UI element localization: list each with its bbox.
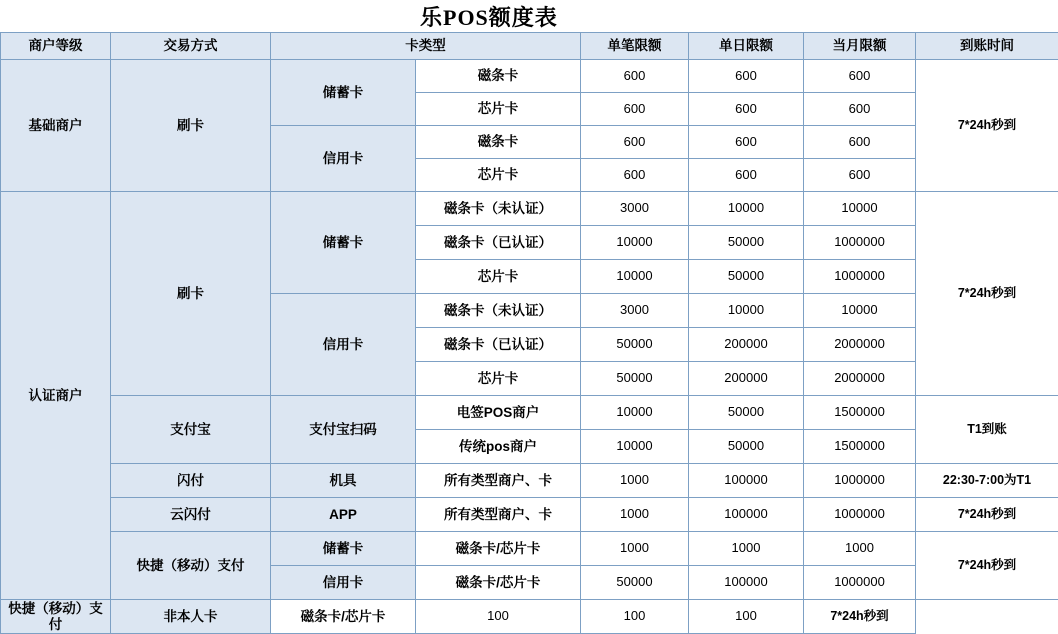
cell-card-type: 所有类型商户、卡 — [416, 464, 581, 498]
cell-merchant-level: 基础商户 — [1, 60, 111, 192]
cell-daily-limit: 50000 — [689, 260, 804, 294]
cell-card-group: 非本人卡 — [111, 600, 271, 634]
cell-card-type: 传统pos商户 — [416, 430, 581, 464]
cell-card-group: 信用卡 — [271, 126, 416, 192]
cell-single-limit: 600 — [581, 60, 689, 93]
cell-card-type: 磁条卡（已认证） — [416, 226, 581, 260]
cell-daily-limit: 50000 — [689, 226, 804, 260]
cell-card-type: 所有类型商户、卡 — [416, 498, 581, 532]
cell-transaction-method: 快捷（移动）支付 — [1, 600, 111, 634]
cell-monthly-limit: 10000 — [804, 192, 916, 226]
cell-monthly-limit: 1500000 — [804, 396, 916, 430]
cell-card-type: 磁条卡/芯片卡 — [416, 566, 581, 600]
cell-card-type: 芯片卡 — [416, 93, 581, 126]
cell-daily-limit: 200000 — [689, 328, 804, 362]
cell-transaction-method: 闪付 — [111, 464, 271, 498]
cell-arrival-time: 7*24h秒到 — [916, 532, 1058, 600]
cell-daily-limit: 200000 — [689, 362, 804, 396]
cell-card-group: 信用卡 — [271, 566, 416, 600]
cell-single-limit: 100 — [416, 600, 581, 634]
header-cell-single-limit: 单笔限额 — [581, 33, 689, 60]
cell-monthly-limit: 1000000 — [804, 226, 916, 260]
cell-daily-limit: 100000 — [689, 566, 804, 600]
header-cell-transaction-method: 交易方式 — [111, 33, 271, 60]
cell-daily-limit: 600 — [689, 60, 804, 93]
cell-card-group: 信用卡 — [271, 294, 416, 396]
cell-monthly-limit: 600 — [804, 93, 916, 126]
cell-monthly-limit: 1500000 — [804, 430, 916, 464]
table-row — [1, 60, 1058, 93]
cell-card-type: 磁条卡（未认证） — [416, 192, 581, 226]
cell-card-type: 芯片卡 — [416, 362, 581, 396]
cell-monthly-limit: 10000 — [804, 294, 916, 328]
cell-card-type: 磁条卡 — [416, 126, 581, 159]
cell-monthly-limit: 1000000 — [804, 566, 916, 600]
cell-daily-limit: 10000 — [689, 192, 804, 226]
cell-card-group: 储蓄卡 — [271, 532, 416, 566]
cell-single-limit: 50000 — [581, 362, 689, 396]
cell-arrival-time: 7*24h秒到 — [916, 60, 1058, 192]
cell-card-type: 芯片卡 — [416, 260, 581, 294]
cell-daily-limit: 100 — [581, 600, 689, 634]
cell-daily-limit: 1000 — [689, 532, 804, 566]
cell-single-limit: 50000 — [581, 566, 689, 600]
document-title-row — [0, 0, 1058, 32]
cell-monthly-limit: 1000 — [804, 532, 916, 566]
cell-single-limit: 600 — [581, 126, 689, 159]
cell-transaction-method: 支付宝 — [111, 396, 271, 464]
cell-daily-limit: 50000 — [689, 430, 804, 464]
cell-monthly-limit: 1000000 — [804, 498, 916, 532]
cell-card-group: 储蓄卡 — [271, 60, 416, 126]
cell-card-type: 磁条卡/芯片卡 — [416, 532, 581, 566]
cell-monthly-limit: 100 — [689, 600, 804, 634]
cell-card-type: 磁条卡/芯片卡 — [271, 600, 416, 634]
cell-single-limit: 600 — [581, 159, 689, 192]
cell-single-limit: 1000 — [581, 532, 689, 566]
cell-daily-limit: 100000 — [689, 498, 804, 532]
cell-card-group: 机具 — [271, 464, 416, 498]
cell-monthly-limit: 600 — [804, 60, 916, 93]
header-cell-arrival-time: 到账时间 — [916, 33, 1058, 60]
table-row — [1, 192, 1058, 226]
cell-card-type: 磁条卡 — [416, 60, 581, 93]
cell-daily-limit: 600 — [689, 126, 804, 159]
cell-single-limit: 10000 — [581, 396, 689, 430]
cell-single-limit: 50000 — [581, 328, 689, 362]
cell-daily-limit: 10000 — [689, 294, 804, 328]
cell-card-group: APP — [271, 498, 416, 532]
cell-single-limit: 10000 — [581, 260, 689, 294]
cell-arrival-time: 22:30-7:00为T1 — [916, 464, 1058, 498]
table-row — [1, 464, 1058, 498]
cell-daily-limit: 600 — [689, 93, 804, 126]
cell-single-limit: 3000 — [581, 294, 689, 328]
cell-single-limit: 3000 — [581, 192, 689, 226]
header-cell-daily-limit: 单日限额 — [689, 33, 804, 60]
cell-daily-limit: 100000 — [689, 464, 804, 498]
header-cell-merchant-level: 商户等级 — [1, 33, 111, 60]
cell-single-limit: 10000 — [581, 430, 689, 464]
cell-monthly-limit: 2000000 — [804, 328, 916, 362]
header-cell-monthly-limit: 当月限额 — [804, 33, 916, 60]
page-title: 乐POS额度表 — [420, 1, 558, 32]
cell-single-limit: 600 — [581, 93, 689, 126]
cell-transaction-method: 云闪付 — [111, 498, 271, 532]
table-row — [1, 498, 1058, 532]
cell-card-type: 芯片卡 — [416, 159, 581, 192]
cell-arrival-time: 7*24h秒到 — [804, 600, 916, 634]
cell-monthly-limit: 2000000 — [804, 362, 916, 396]
cell-single-limit: 1000 — [581, 464, 689, 498]
cell-card-group: 储蓄卡 — [271, 192, 416, 294]
table-row — [1, 396, 1058, 430]
table-row — [1, 532, 1058, 566]
cell-single-limit: 10000 — [581, 226, 689, 260]
cell-card-group: 支付宝扫码 — [271, 396, 416, 464]
cell-monthly-limit: 1000000 — [804, 464, 916, 498]
cell-arrival-time: 7*24h秒到 — [916, 192, 1058, 396]
cell-monthly-limit: 600 — [804, 126, 916, 159]
cell-monthly-limit: 600 — [804, 159, 916, 192]
cell-monthly-limit: 1000000 — [804, 260, 916, 294]
cell-card-type: 磁条卡（已认证） — [416, 328, 581, 362]
header-cell-card-type: 卡类型 — [271, 33, 581, 60]
cell-card-type: 电签POS商户 — [416, 396, 581, 430]
cell-single-limit: 1000 — [581, 498, 689, 532]
cell-transaction-method: 刷卡 — [111, 192, 271, 396]
cell-arrival-time: T1到账 — [916, 396, 1058, 464]
cell-transaction-method: 刷卡 — [111, 60, 271, 192]
table-row — [1, 600, 1058, 634]
limits-table — [0, 32, 1058, 634]
cell-transaction-method: 快捷（移动）支付 — [111, 532, 271, 600]
cell-arrival-time: 7*24h秒到 — [916, 498, 1058, 532]
cell-daily-limit: 50000 — [689, 396, 804, 430]
table-header-row — [1, 33, 1058, 60]
cell-card-type: 磁条卡（未认证） — [416, 294, 581, 328]
cell-merchant-level: 认证商户 — [1, 192, 111, 600]
cell-daily-limit: 600 — [689, 159, 804, 192]
